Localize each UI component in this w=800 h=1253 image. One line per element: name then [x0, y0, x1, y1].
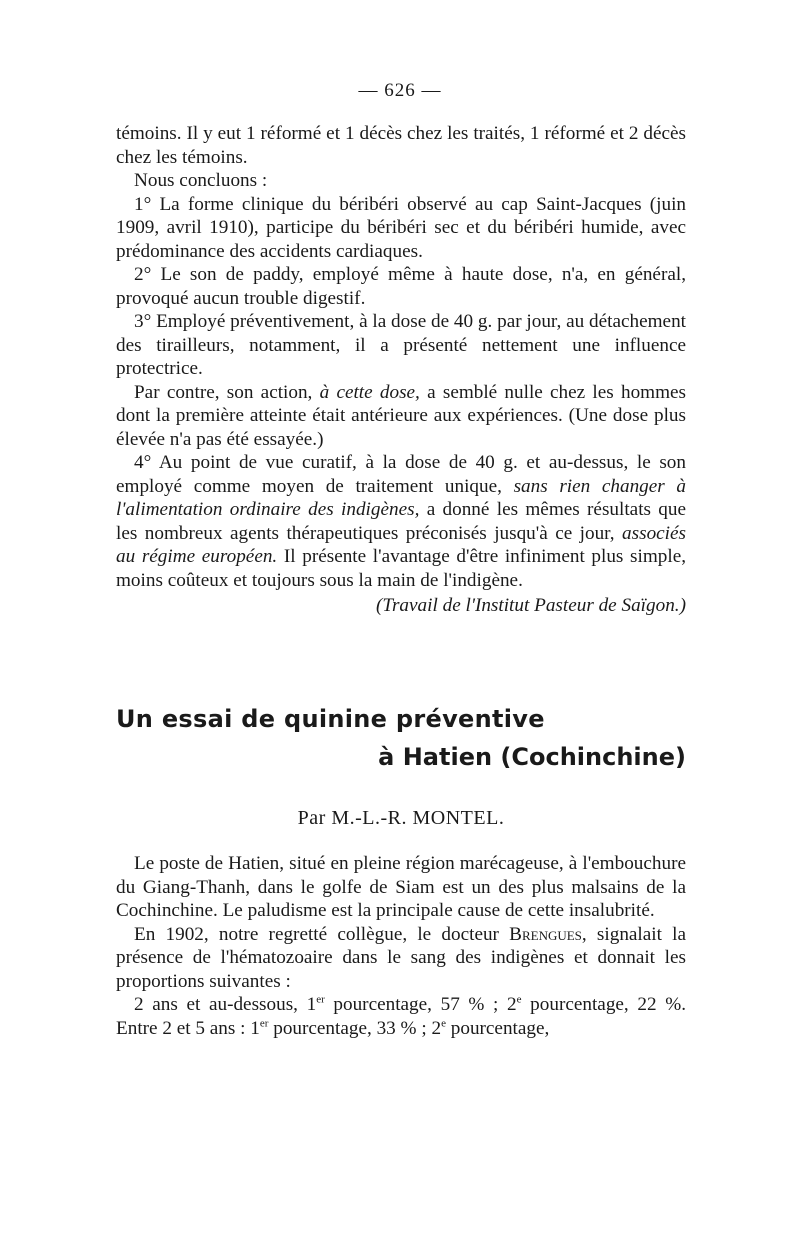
- article-title-line-2: à Hatien (Cochinchine): [378, 743, 686, 771]
- new-article: [116, 705, 686, 1040]
- text-run: a semblé nulle chez les hommes dont la première atteinte était antérieure aux expériences. (Une dose plus élevée n'a pas été essayée.): [116, 381, 686, 450]
- previous-article-conclusion: [116, 122, 686, 618]
- superscript: er: [316, 993, 325, 1006]
- superscript: e: [441, 1017, 446, 1030]
- page-number: — 626 —: [358, 80, 442, 101]
- text-run: pourcentage, 22 %. Entre 2 et 5 ans : 1: [116, 994, 686, 1039]
- text-run: Il présente l'avantage d'être infiniment plus simple, moins coûteux et toujours sous la main de l'indigène.: [116, 546, 687, 591]
- text-run: En 1902, notre regretté collègue, le docteur: [134, 923, 510, 945]
- paragraph: [116, 923, 686, 994]
- conclusion-3: 3° Employé préventivement, à la dose de 40 g. par jour, au détachement des tirailleurs, notamment, il a présenté nettement une influence protectrice.: [116, 311, 686, 379]
- text-run: pourcentage, 33 % ; 2: [268, 1017, 442, 1039]
- text-run: Par contre, son action,: [134, 381, 320, 403]
- institution-credit: (Travail de l'Institut Pasteur de Saïgon.): [375, 595, 686, 616]
- text-run: 4° Au point de vue curatif, à la dose de 40 g. et au-dessus, le son employé comme moyen de traitement unique,: [116, 452, 686, 497]
- text-run: pourcentage, 57 % ; 2: [324, 994, 517, 1015]
- paragraph: témoins. Il y eut 1 réformé et 1 décès chez les traités, 1 réformé et 2 décès chez les témoins.: [116, 123, 686, 168]
- paragraph: Nous concluons :: [134, 170, 268, 191]
- conclusion-2: 2° Le son de paddy, employé même à haute dose, n'a, en général, provoqué aucun trouble digestif.: [116, 264, 686, 309]
- superscript: e: [516, 993, 522, 1006]
- text-run: pourcentage,: [445, 1017, 550, 1039]
- italic-text: sans rien changer à l'alimentation ordinaire des indigènes,: [116, 475, 686, 520]
- paragraph: [116, 381, 686, 452]
- article-body: [116, 852, 686, 1040]
- article-title-line-1: Un essai de quinine préventive: [116, 705, 545, 733]
- paragraph: [116, 993, 686, 1040]
- italic-text: associés au régime européen.: [116, 522, 686, 567]
- text-run: , signalait la présence de l'hématozoaire dans le sang des indigènes et donnait les proportions suivantes :: [116, 923, 687, 992]
- conclusion-1: 1° La forme clinique du béribéri observé au cap Saint-Jacques (juin 1909, avril 1910), participe du béribéri sec et du béribéri humide, avec prédominance des accidents cardiaques.: [116, 193, 686, 262]
- text-run: 2 ans et au-dessous, 1: [134, 994, 317, 1015]
- italic-text: à cette dose,: [319, 381, 420, 403]
- text-run: a donné les mêmes résultats que les nombreux agents thérapeutiques préconisés jusqu'à ce jour,: [116, 499, 687, 544]
- article-byline: Par M.-L.-R. MONTEL.: [297, 807, 505, 829]
- conclusion-4: [116, 451, 686, 592]
- superscript: er: [259, 1017, 269, 1030]
- paragraph: Le poste de Hatien, situé en pleine région marécageuse, à l'embouchure du Giang-Thanh, dans le golfe de Siam est un des plus malsains de la Cochinchine. Le paludisme est la principale cause de cette insalubrité.: [116, 853, 686, 921]
- author-name: Brengues: [509, 923, 582, 945]
